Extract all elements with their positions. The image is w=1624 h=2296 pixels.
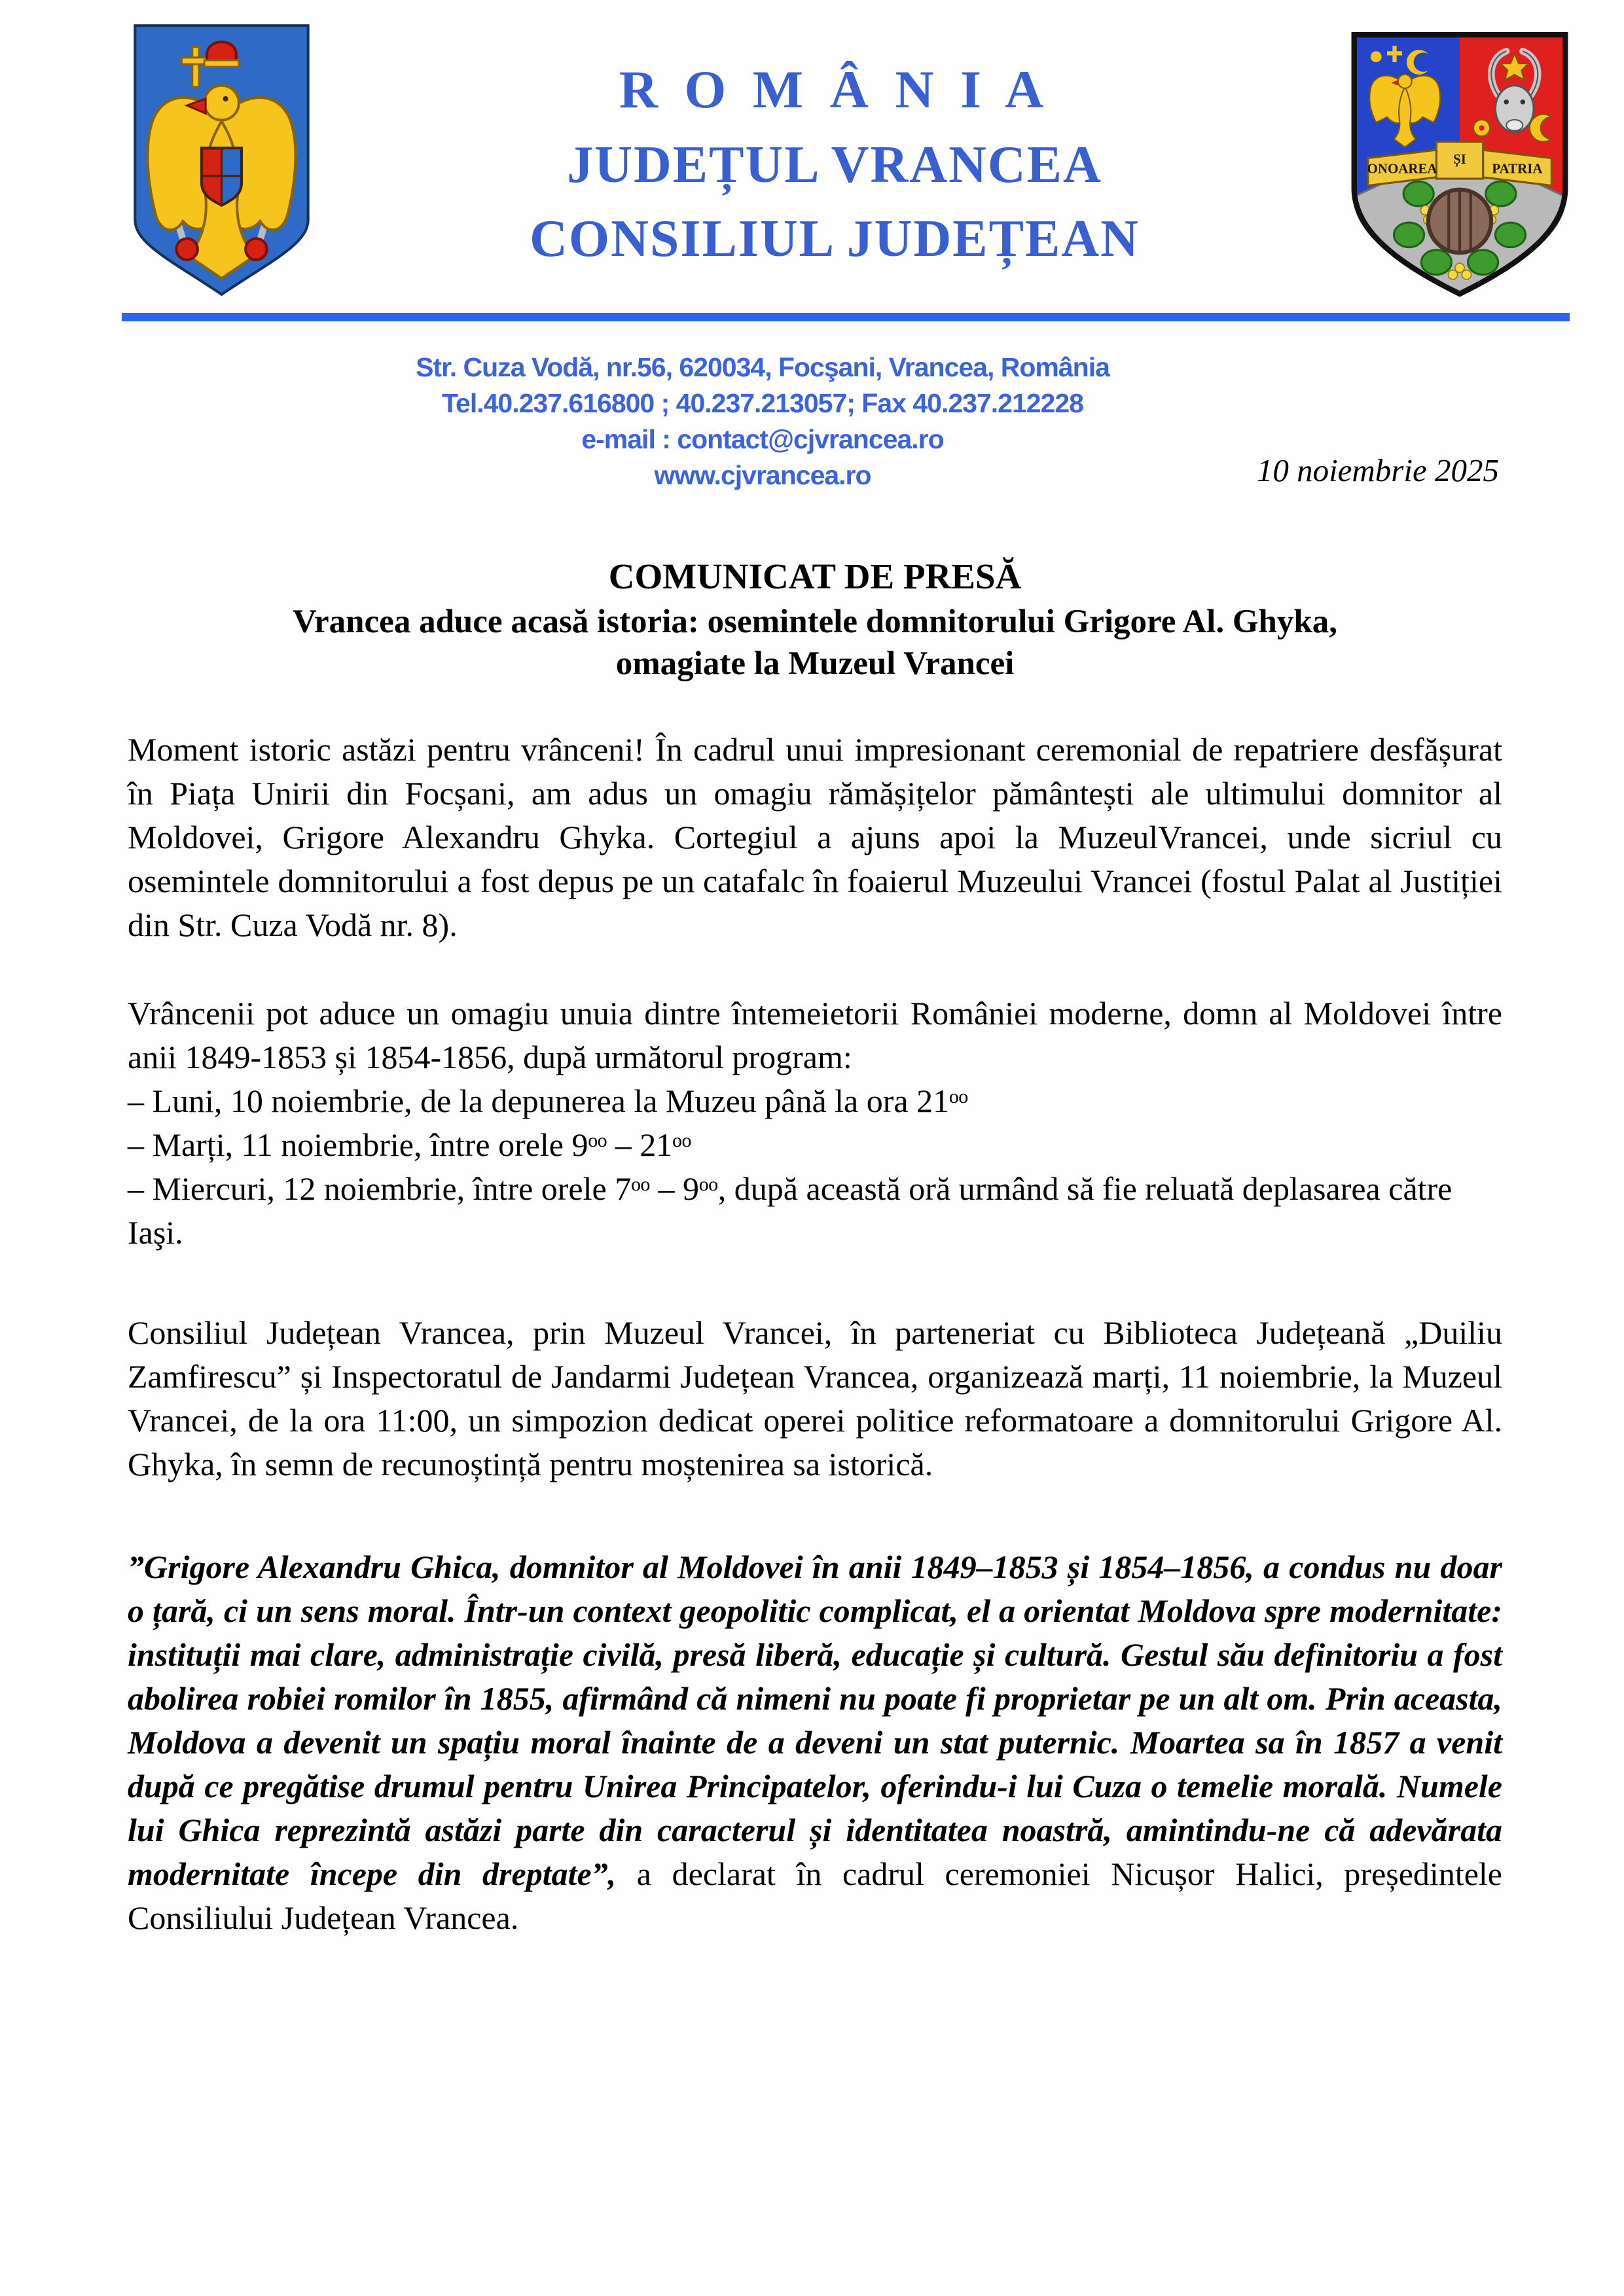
contact-block <box>196 350 1329 493</box>
romania-coat-of-arms-icon <box>122 14 321 306</box>
quote-attribution: a declarat în cadrul ceremoniei Nicușor Halici, președintele Consiliului Județean Vrancea. <box>128 1856 1502 1936</box>
council-title: CONSILIUL JUDEȚEAN <box>530 210 1140 268</box>
contact-email: e-mail : contact@cjvrancea.ro <box>581 424 944 454</box>
header-divider-rule <box>122 313 1570 321</box>
schedule-item-monday: – Luni, 10 noiembrie, de la depunerea la Muzeu până la ora 21ᵒᵒ <box>128 1083 968 1119</box>
press-release-title: COMUNICAT DE PRESĂ <box>608 556 1022 596</box>
document-date: 10 noiembrie 2025 <box>1256 452 1499 488</box>
letterhead-titles <box>458 60 1211 268</box>
quote-text: ”Grigore Alexandru Ghica, domnitor al Moldovei în anii 1849–1853 și 1854–1856, a condus nu doar o țară, ci un sens moral. Într-un context geopolitic complicat, el a orientat Moldova spre modernitate: instituții mai clare, administrație civilă, presă liberă, educație și cultură. Gestul său definitoriu a fost abolirea robiei romilor în 1855, afirmând că nimeni nu poate fi proprietar pe un alt om. Prin aceasta, Moldova a devenit un spațiu moral înainte de a deveni un stat puternic. Moartea sa în 1857 a venit după ce pregătise drumul pentru Unirea Principatelor, oferindu-i lui Cuza o temelie morală. Numele lui Ghica reprezintă astăzi parte din caracterul și identitatea noastră, amintindu-ne că adevărata modernitate începe din dreptate”, <box>128 1549 1502 1892</box>
country-title: R O M Â N I A <box>619 60 1051 119</box>
schedule-item-wednesday: – Miercuri, 12 noiembrie, între orele 7ᵒᵒ – 9ᵒᵒ, după această oră urmând să fie reluată deplasarea către Iaşi. <box>128 1170 1453 1251</box>
program-intro: Vrâncenii pot aduce un omagiu unuia dintre întemeietorii României moderne, domn al Moldovei între anii 1849-1853 și 1854-1856, după următorul program: <box>128 995 1502 1075</box>
vrancea-motto-left: ONOAREA <box>1367 160 1437 177</box>
subtitle-line-2: omagiate la Muzeul Vrancei <box>615 645 1015 682</box>
vrancea-coat-of-arms-icon <box>1343 24 1576 304</box>
document-body <box>128 556 1502 1940</box>
contact-address: Str. Cuza Vodă, nr.56, 620034, Focşani, Vrancea, România <box>416 352 1110 382</box>
schedule-item-tuesday: – Marți, 11 noiembrie, între orele 9ᵒᵒ – 21ᵒᵒ <box>128 1126 692 1163</box>
contact-website: www.cjvrancea.ro <box>654 460 871 490</box>
press-release-subtitle <box>128 601 1502 685</box>
county-title: JUDEȚUL VRANCEA <box>567 136 1102 194</box>
contact-phone: Tel.40.237.616800 ; 40.237.213057; Fax 40.237.212228 <box>442 388 1083 418</box>
paragraph-quote <box>128 1545 1502 1940</box>
paragraph-symposium: Consiliul Județean Vrancea, prin Muzeul Vrancei, în parteneriat cu Biblioteca Județeană „Duiliu Zamfirescu” și Inspectoratul de Jandarmi Județean Vrancea, organizează marți, 11 noiembrie, la Muzeul Vrancei, de la ora 11:00, un simpozion dedicat operei politice reformatoare a domnitorului Grigore Al. Ghyka, în semn de recunoștință pentru moștenirea sa istorică. <box>128 1314 1502 1482</box>
paragraph-ceremony: Moment istoric astăzi pentru vrânceni! În cadrul unui impresionant ceremonial de repatriere desfășurat în Piața Unirii din Focșani, am adus un omagiu rămășițelor pământești ale ultimului domnitor al Moldovei, Grigore Alexandru Ghyka. Cortegiul a ajuns apoi la MuzeulVrancei, unde sicriul cu osemintele domnitorului a fost depus pe un catafalc în foaierul Muzeului Vrancei (fostul Palat al Justiției din Str. Cuza Vodă nr. 8). <box>128 731 1502 943</box>
subtitle-line-1: Vrancea aduce acasă istoria: osemintele domnitorului Grigore Al. Ghyka, <box>293 603 1337 640</box>
vrancea-motto-right: PATRIA <box>1492 160 1543 177</box>
paragraph-program <box>128 992 1502 1255</box>
vrancea-motto-mid: ȘI <box>1453 151 1466 167</box>
